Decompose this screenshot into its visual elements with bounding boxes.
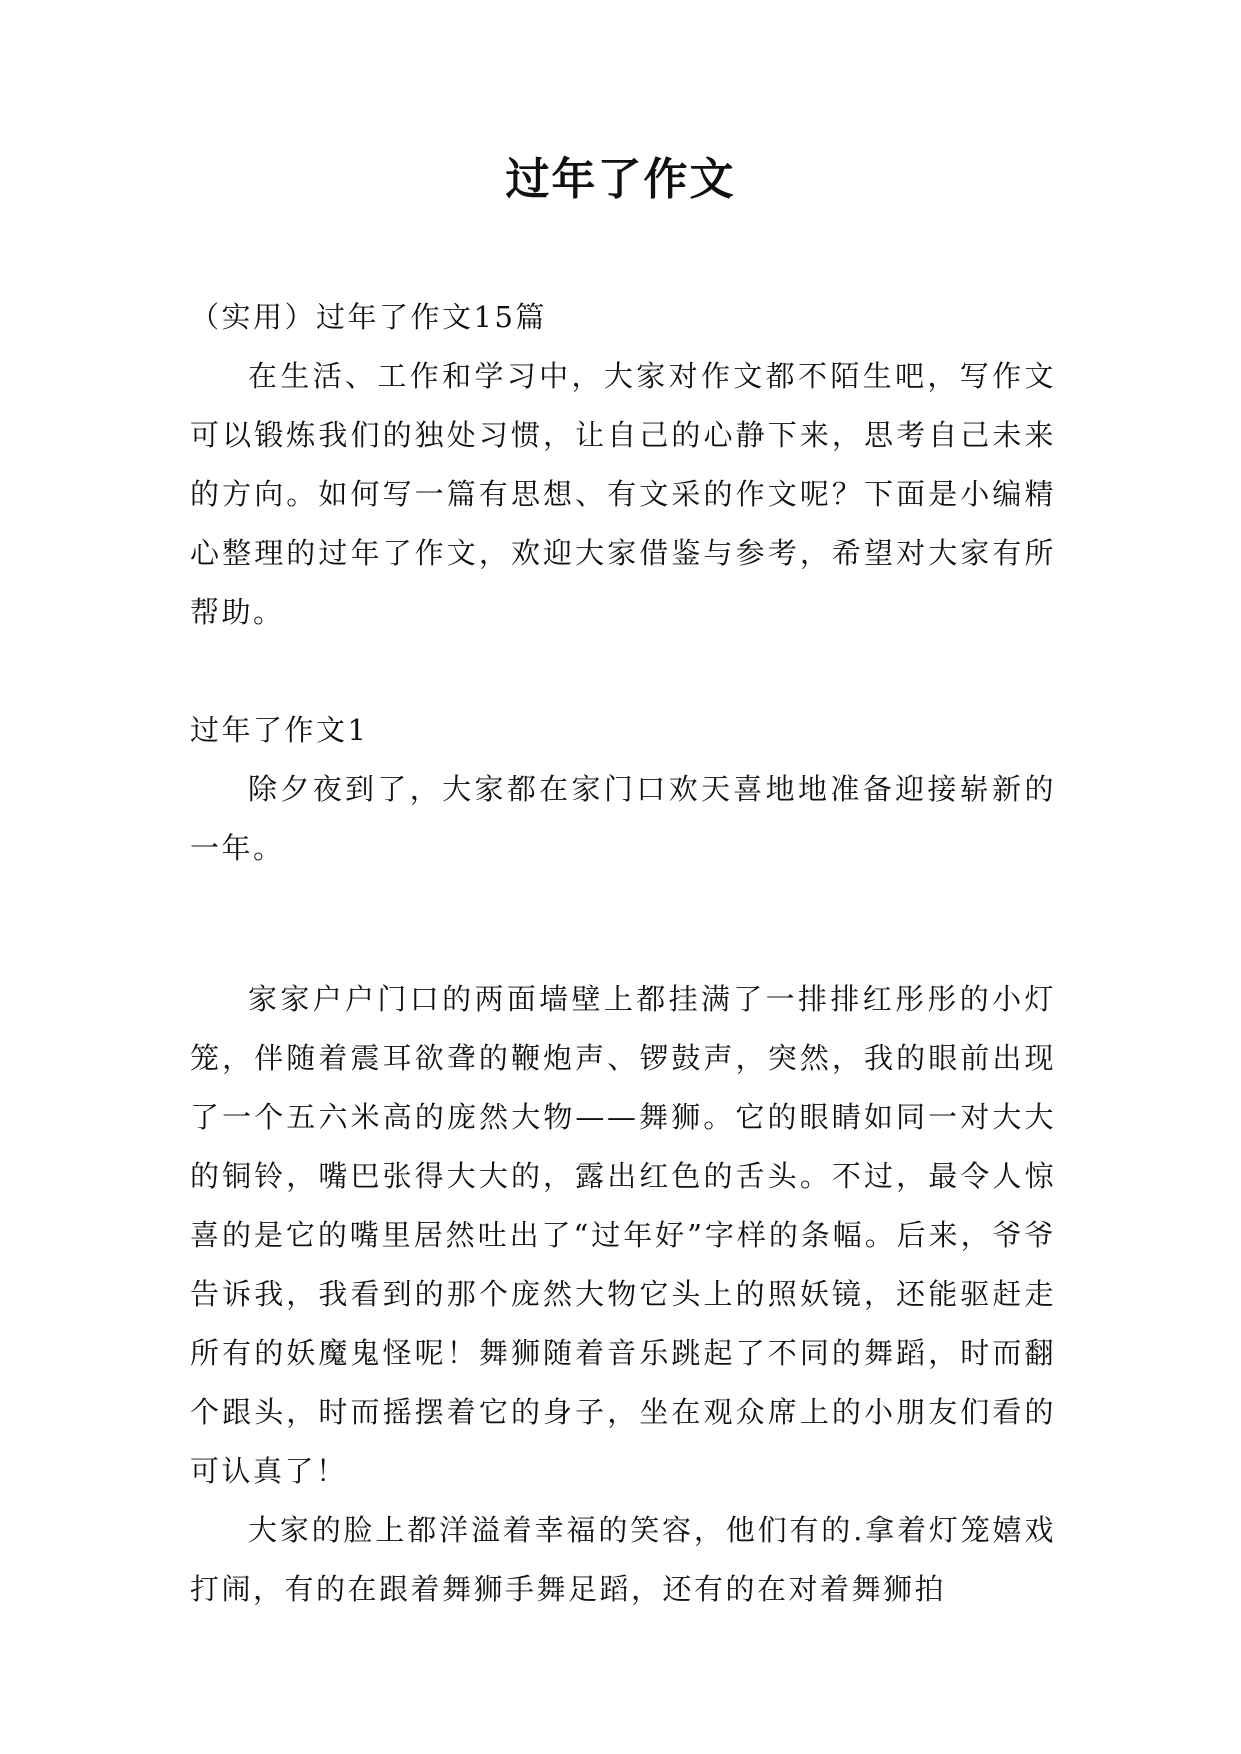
document-body (190, 288, 1056, 1619)
intro-paragraph: 在生活、工作和学习中，大家对作文都不陌生吧，写作文可以锻炼我们的独处习惯，让自己的心静下来，思考自己未来的方向。如何写一篇有思想、有文采的作文呢？下面是小编精心整理的过年了作文，欢迎大家借鉴与参考，希望对大家有所帮助。 (190, 359, 1056, 629)
document-title: 过年了作文 (505, 154, 736, 205)
body-paragraph: 家家户户门口的两面墙壁上都挂满了一排排红彤彤的小灯笼，伴随着震耳欲聋的鞭炮声、锣鼓声，突然，我的眼前出现了一个五六米高的庞然大物——舞狮。它的眼睛如同一对大大的铜铃，嘴巴张得大大的，露出红色的舌头。不过，最令人惊喜的是它的嘴里居然吐出了“过年好”字样的条幅。后来，爷爷告诉我，我看到的那个庞然大物它头上的照妖镜，还能驱赶走所有的妖魔鬼怪呢！舞狮随着音乐跳起了不同的舞蹈，时而翻个跟头，时而摇摆着它的身子，坐在观众席上的小朋友们看的可认真了！ (190, 982, 1056, 1488)
body-paragraph: 大家的脸上都洋溢着幸福的笑容，他们有的.拿着灯笼嬉戏打闹，有的在跟着舞狮手舞足蹈，还有的在对着舞狮拍 (190, 1513, 1056, 1606)
document-subtitle: （实用）过年了作文15篇 (190, 300, 547, 334)
section-heading: 过年了作文1 (190, 713, 369, 747)
body-paragraph: 除夕夜到了，大家都在家门口欢天喜地地准备迎接崭新的一年。 (190, 772, 1056, 865)
